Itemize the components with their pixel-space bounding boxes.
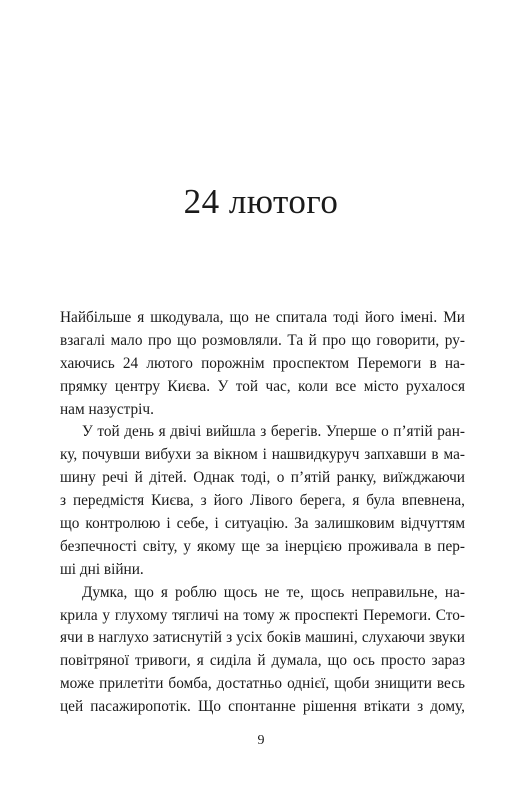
text-line: що контролюю і себе, і ситуацію. За залишковим відчуттям: [60, 515, 465, 533]
text-line: може прилетіти бомба, достатньо однієї, щоби знищити весь: [60, 675, 465, 693]
body-text: [60, 307, 465, 719]
text-line: хаючись 24 лютого порожнім проспектом Перемоги в на-: [60, 354, 465, 372]
text-line: з передмістя Києва, з його Лівого берега, я була впевнена,: [60, 492, 465, 510]
chapter-title: 24 лютого: [183, 182, 339, 221]
text-line: прямку центру Києва. У той час, коли все місто рухалося: [60, 377, 465, 395]
text-line: взагалі мало про що розмовляли. Та й про що говорити, ру-: [60, 331, 465, 349]
page-number: 9: [257, 733, 265, 748]
text-line: безпечності світу, у якому ще за інерцією проживала в пер-: [60, 537, 465, 555]
text-line: повітряної тривоги, я сиділа й думала, що ось просто зараз: [60, 652, 465, 670]
text-line: крила у глухому тягличі на тому ж проспекті Перемоги. Сто-: [60, 606, 465, 624]
text-line: У той день я двічі вийшла з берегів. Уперше о п’ятій ран-: [82, 423, 465, 441]
text-line: ші дні війни.: [60, 560, 144, 578]
text-line: ячи в наглухо затиснутій з усіх боків машині, слухаючи звуки: [60, 629, 465, 647]
text-line: ку, почувши вибухи за вікном і нашвидкуруч запхавши в ма-: [60, 446, 465, 464]
text-line: цей пасажиропотік. Що спонтанне рішення втікати з дому,: [60, 698, 465, 716]
text-line: Найбільше я шкодувала, що не спитала тоді його імені. Ми: [60, 309, 465, 326]
text-line: нам назустріч.: [60, 400, 154, 418]
text-line: шину речі й дітей. Однак тоді, о п’ятій ранку, виїжджаючи: [60, 469, 465, 487]
text-line: Думка, що я роблю щось не те, щось неправильне, на-: [82, 583, 465, 601]
